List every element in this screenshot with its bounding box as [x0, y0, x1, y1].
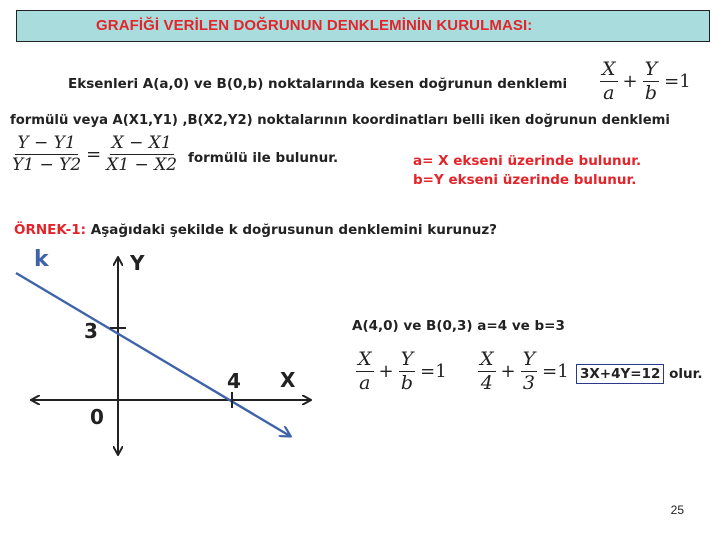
answer-suffix: olur. [669, 366, 703, 382]
slide-title: GRAFİĞİ VERİLEN DOĞRUNUN DENKLEMİNİN KURULMASI: [96, 17, 533, 34]
solution-given: A(4,0) ve B(0,3) a=4 ve b=3 [352, 318, 565, 334]
graph [0, 240, 330, 460]
fraction-y-3: $\frac{Y}{3}$ [522, 348, 536, 394]
solution-eq2: $\frac{X}{4}$ + $\frac{Y}{3}$ =1 [480, 348, 569, 394]
fraction-y: $\frac{Y - Y1}{Y1 - Y2}$ [12, 133, 82, 175]
solution-answer-row [576, 366, 702, 382]
fraction-x-a: $\frac{X}{a}$ [602, 58, 616, 104]
intercept-formula: $\frac{X}{a}$ + $\frac{Y}{b}$ =1 [602, 58, 691, 104]
fraction-x: $\frac{X - X1}{X1 - X2}$ [106, 133, 178, 175]
y-axis-label: Y [130, 251, 145, 275]
example-label: ÖRNEK-1: [14, 222, 87, 238]
fraction-y-b: $\frac{Y}{b}$ [644, 58, 658, 104]
x-intercept-label: 4 [227, 369, 241, 393]
example-heading [14, 222, 497, 238]
note-b: b=Y ekseni üzerinde bulunur. [413, 172, 637, 188]
k-label: k [34, 247, 49, 272]
origin-label: 0 [90, 405, 104, 429]
two-point-formula: $\frac{Y - Y1}{Y1 - Y2}$ = $\frac{X - X1}{X1 - X2}$ [12, 133, 178, 175]
answer-box: 3X+4Y=12 [576, 364, 664, 384]
intro-text: Eksenleri A(a,0) ve B(0,b) noktalarında kesen doğrunun denklemi [68, 76, 568, 92]
x-axis-label: X [280, 368, 296, 392]
fraction-x-4: $\frac{X}{4}$ [480, 348, 494, 394]
page-number: 25 [670, 503, 684, 517]
two-point-text: formülü veya A(X1,Y1) ,B(X2,Y2) noktalarının koordinatları belli iken doğrunun denklemi [10, 113, 670, 128]
formula-suffix: formülü ile bulunur. [188, 150, 339, 166]
k-line [16, 273, 290, 436]
note-a: a= X ekseni üzerinde bulunur. [413, 153, 642, 169]
solution-eq1: $\frac{X}{a}$ + $\frac{Y}{b}$ =1 [358, 348, 447, 394]
example-question: Aşağıdaki şekilde k doğrusunun denklemini kurunuz? [90, 222, 498, 238]
fraction-x-a: $\frac{X}{a}$ [358, 348, 372, 394]
fraction-y-b: $\frac{Y}{b}$ [400, 348, 414, 394]
y-intercept-label: 3 [84, 319, 98, 343]
